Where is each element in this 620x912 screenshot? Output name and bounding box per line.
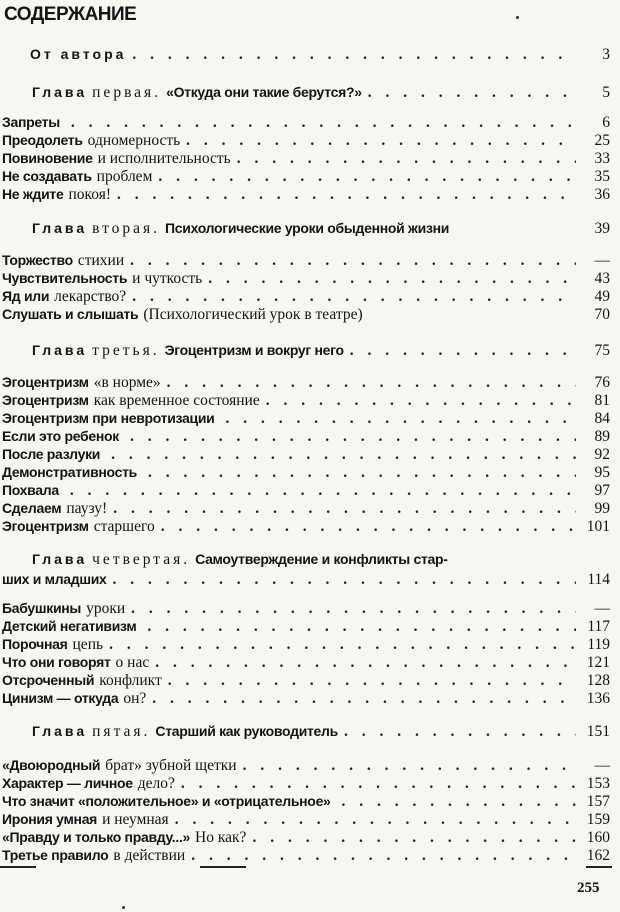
page-number: 89 (594, 428, 610, 445)
dot-leader (350, 342, 576, 360)
dot-leader (148, 464, 576, 482)
entry-bold: Ирония умная (2, 811, 98, 827)
chapter-ordinal: вторая. (92, 220, 161, 237)
entry-bold: Порочная (2, 636, 68, 652)
page-number: 76 (594, 374, 610, 391)
entry-bold: Эгоцентризм (2, 392, 89, 408)
dot-leader (168, 672, 576, 690)
dot-leader (161, 518, 576, 536)
page-number: 75 (594, 342, 610, 359)
page-number: 35 (594, 168, 610, 185)
toc-entry[interactable] (2, 775, 610, 795)
toc-entry[interactable] (2, 500, 610, 520)
page-number: 153 (586, 775, 610, 792)
chapter-word: Глава (32, 551, 88, 567)
page-title: СОДЕРЖАНИЕ (4, 4, 137, 25)
toc-entry[interactable] (2, 847, 610, 867)
dot-leader (368, 84, 576, 102)
dot-leader (167, 374, 576, 392)
chapter-heading-continued[interactable] (2, 571, 610, 591)
toc-entry[interactable] (2, 186, 610, 206)
entry-bold: Характер — личное (2, 775, 133, 791)
toc-entry[interactable] (2, 757, 610, 777)
entry-text: и исполнительность (97, 150, 231, 167)
entry-bold: Яд или (2, 288, 50, 304)
entry-text: и чуткость (132, 270, 203, 287)
page-number: 84 (594, 410, 610, 427)
page-number: 43 (594, 270, 610, 287)
dot-leader (158, 168, 576, 186)
chapter-word: Глава (32, 723, 88, 739)
page-number: — (594, 757, 610, 774)
rule-left (0, 866, 36, 868)
entry-bold: Если это ребенок (2, 428, 119, 444)
chapter-word: Глава (32, 84, 88, 100)
entry-text: дело? (137, 775, 175, 792)
page-folio: 255 (577, 880, 600, 896)
dot-leader (113, 571, 576, 589)
entry-text: как временное состояние (93, 392, 260, 409)
entry-bold: Не создавать (2, 168, 92, 184)
entry-bold: После разлуки (2, 446, 101, 462)
page-number: 117 (587, 618, 610, 635)
entry-text: цепь (72, 636, 104, 653)
entry-text: одномерность (87, 132, 181, 149)
entry-bold: Слушать и слышать (2, 306, 139, 322)
chapter-heading[interactable] (2, 220, 610, 240)
page-number: 119 (587, 636, 610, 653)
page-number: 6 (602, 114, 610, 131)
entry-bold: Детский негативизм (2, 618, 137, 634)
dot-leader (237, 150, 576, 168)
print-speck (122, 906, 125, 909)
page-number: 157 (586, 793, 610, 810)
chapter-name: «Откуда они такие берутся?» (166, 84, 362, 100)
entry-text: проблем (96, 168, 153, 185)
page-number: 3 (602, 46, 610, 63)
entry-text: о нас (115, 654, 150, 671)
page-number: 159 (586, 811, 610, 828)
dot-leader (130, 252, 576, 270)
dot-leader (113, 500, 576, 518)
page-number: 95 (594, 464, 610, 481)
toc-entry[interactable] (2, 518, 610, 538)
toc-entry[interactable] (2, 392, 610, 412)
entry-text: конфликт (99, 672, 162, 689)
chapter-heading[interactable] (2, 723, 610, 743)
dot-leader (111, 446, 576, 464)
entry-bold: Бабушкины (2, 600, 82, 616)
toc-entry[interactable] (2, 446, 610, 466)
chapter-ordinal: первая. (92, 84, 162, 101)
toc-entry[interactable] (2, 672, 610, 692)
toc-entry[interactable] (2, 618, 610, 638)
entry-text: старшего (93, 518, 155, 535)
entry-text: паузу! (66, 500, 108, 517)
toc-entry[interactable] (2, 410, 610, 430)
toc-entry[interactable] (2, 270, 610, 290)
chapter-ordinal: пятая. (92, 723, 151, 740)
dot-leader (191, 847, 576, 865)
entry-bold: Похвала (2, 482, 59, 498)
toc-entry[interactable] (2, 150, 610, 170)
entry-text: в действии (113, 847, 186, 864)
page-number: — (594, 252, 610, 269)
dot-leader (181, 775, 576, 793)
entry-bold: Отсроченный (2, 672, 95, 688)
chapter-name: Старший как руководитель (155, 723, 338, 739)
dot-leader (71, 114, 576, 132)
page-number: — (594, 600, 610, 617)
toc-entry[interactable] (2, 811, 610, 831)
entry-text: (Психологический урок в театре) (143, 306, 363, 323)
toc-entry[interactable] (2, 690, 610, 710)
toc-entry[interactable] (2, 132, 610, 152)
entry-bold: Преодолеть (2, 132, 83, 148)
entry-bold: Что значит «положительное» и «отрицательное» (2, 793, 331, 809)
page-number: 81 (594, 392, 610, 409)
entry-bold: Третье правило (2, 847, 109, 863)
page-number: 101 (586, 518, 610, 535)
page-number: 25 (594, 132, 610, 149)
page-number: 70 (594, 306, 610, 323)
dot-leader (225, 410, 576, 428)
chapter-heading[interactable] (2, 551, 610, 571)
toc-entry[interactable] (2, 482, 610, 502)
rule-mid (200, 866, 246, 868)
dot-leader (175, 811, 576, 829)
dot-leader (109, 636, 576, 654)
dot-leader (132, 46, 576, 64)
toc-intro-row[interactable] (2, 46, 610, 66)
page-number: 5 (602, 84, 610, 101)
toc-entry[interactable] (2, 374, 610, 394)
toc-entry[interactable] (2, 829, 610, 849)
entry-bold: Что они говорят (2, 654, 111, 670)
page-number: 121 (586, 654, 610, 671)
toc-entry[interactable] (2, 252, 610, 272)
entry-bold: Запреты (2, 114, 60, 130)
dot-leader (186, 132, 576, 150)
dot-leader (252, 829, 576, 847)
chapter-word: Глава (32, 220, 88, 236)
page-number: 97 (594, 482, 610, 499)
entry-bold: Чувствительность (2, 270, 128, 286)
dot-leader (117, 186, 576, 204)
page-number: 92 (594, 446, 610, 463)
toc-entry[interactable] (2, 168, 610, 188)
entry-bold: Эгоцентризм (2, 374, 89, 390)
page-number: 151 (586, 723, 610, 740)
entry-text: лекарство? (54, 288, 127, 305)
intro-label: От автора (30, 46, 127, 62)
chapter-heading[interactable] (2, 342, 610, 362)
toc-entry[interactable] (2, 636, 610, 656)
entry-bold: Сделаем (2, 500, 62, 516)
dot-leader (155, 654, 576, 672)
dot-leader (152, 690, 576, 708)
dot-leader (70, 482, 576, 500)
entry-text: брат» зубной щетки (105, 757, 237, 774)
dot-leader (243, 757, 576, 775)
page-number: 39 (594, 220, 610, 237)
toc-entry[interactable] (2, 114, 610, 134)
entry-bold: «Двоюродный (2, 757, 101, 773)
print-speck (516, 16, 519, 19)
entry-text: покоя! (68, 186, 111, 203)
toc-entry[interactable] (2, 654, 610, 674)
dot-leader (344, 723, 576, 741)
entry-text: он? (123, 690, 147, 707)
entry-bold: Цинизм — откуда (2, 690, 119, 706)
toc-entry[interactable] (2, 288, 610, 308)
dot-leader (342, 793, 576, 811)
entry-text: Но как? (195, 829, 247, 846)
page-number: 128 (586, 672, 610, 689)
page-number: 33 (594, 150, 610, 167)
dot-leader (266, 392, 576, 410)
page-number: 114 (587, 571, 610, 588)
page-number: 99 (594, 500, 610, 517)
page-number: 162 (586, 847, 610, 864)
entry-bold: Повиновение (2, 150, 93, 166)
page-number: 160 (586, 829, 610, 846)
dot-leader (132, 288, 576, 306)
dot-leader (208, 270, 576, 288)
dot-leader (130, 428, 576, 446)
toc-entry[interactable] (2, 600, 610, 620)
chapter-name: Эгоцентризм и вокруг него (164, 342, 344, 358)
entry-text: «в норме» (93, 374, 161, 391)
entry-bold: Не ждите (2, 186, 64, 202)
page-number: 136 (586, 690, 610, 707)
entry-bold: Эгоцентризм (2, 518, 89, 534)
dot-leader (147, 618, 576, 636)
chapter-heading[interactable] (2, 84, 610, 104)
toc-entry[interactable] (2, 428, 610, 448)
chapter-name: Самоутверждение и конфликты стар- (195, 551, 448, 567)
page-number: 36 (594, 186, 610, 203)
dot-leader (131, 600, 576, 618)
toc-entry[interactable] (2, 793, 610, 813)
chapter-name: Психологические уроки обыденной жизни (165, 220, 450, 236)
chapter-ordinal: четвертая. (92, 551, 191, 568)
entry-bold: Эгоцентризм при невротизации (2, 410, 215, 426)
entry-text: стихии (77, 252, 125, 269)
entry-text: уроки (86, 600, 126, 617)
page-number: 49 (594, 288, 610, 305)
entry-bold: Демонстративность (2, 464, 137, 480)
toc-entry[interactable] (2, 464, 610, 484)
entry-bold: Торжество (2, 252, 73, 268)
chapter-word: Глава (32, 342, 88, 358)
chapter-name-line2: ших и младших (2, 571, 107, 587)
entry-bold: «Правду и только правду...» (2, 829, 191, 845)
rule-right (586, 866, 612, 868)
entry-text: и неумная (102, 811, 169, 828)
toc-entry[interactable] (2, 306, 610, 326)
chapter-ordinal: третья. (92, 342, 160, 359)
